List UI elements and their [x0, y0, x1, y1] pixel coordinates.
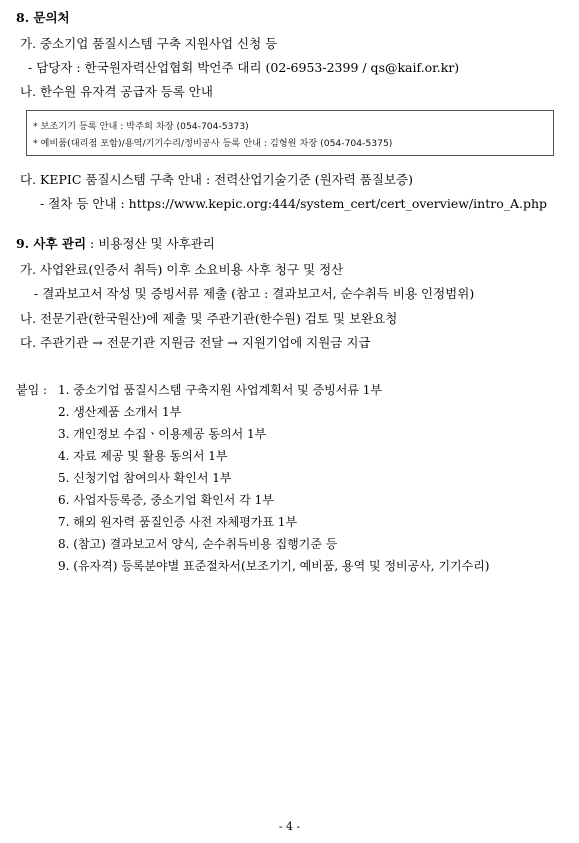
attachment-item: 3. 개인정보 수집ㆍ이용제공 동의서 1부: [58, 427, 267, 441]
attachment-item: 2. 생산제품 소개서 1부: [58, 405, 182, 419]
section-9-item-na: 나. 전문기관(한국원산)에 제출 및 주관기관(한수원) 검토 및 보완요청: [20, 311, 398, 326]
attachment-item: 1. 중소기업 품질시스템 구축지원 사업계획서 및 증빙서류 1부: [58, 383, 382, 397]
attachments-label: 붙임 :: [16, 383, 48, 397]
section-8-contact: - 담당자 : 한국원자력산업협회 박언주 대리 (02-6953-2399 / qs@kaif.or.kr): [28, 60, 460, 75]
section-9-item-ga: 가. 사업완료(인증서 취득) 이후 소요비용 사후 청구 및 정산: [20, 262, 344, 277]
section-9-heading-subtitle: : 비용정산 및 사후관리: [86, 236, 215, 251]
registration-contact-box: [26, 110, 554, 156]
box-line-1: * 보조기기 등록 안내 : 박주희 차장 (054-704-5373): [33, 121, 249, 132]
section-8-item-da: 다. KEPIC 품질시스템 구축 안내 : 전력산업기술기준 (원자력 품질보증): [20, 172, 413, 187]
section-8-heading: 8. 문의처: [16, 10, 70, 25]
section-9-item-ga-sub: - 결과보고서 작성 및 증빙서류 제출 (참고 : 결과보고서, 순수취득 비용 인정범위): [34, 286, 475, 301]
box-line-2: * 예비품(대리점 포함)/용역/기기수리/정비공사 등록 안내 : 김형원 차장 (054-704-5375): [33, 138, 393, 149]
attachment-item: 5. 신청기업 참여의사 확인서 1부: [58, 471, 232, 485]
section-9-heading-title: 9. 사후 관리: [16, 236, 87, 251]
attachment-item: 9. (유자격) 등록분야별 표준절차서(보조기기, 예비품, 용역 및 정비공사, 기기수리): [58, 559, 490, 573]
attachment-item: 6. 사업자등록증, 중소기업 확인서 각 1부: [58, 493, 274, 507]
section-9-heading: [16, 238, 215, 251]
section-8-procedure-link: - 절차 등 안내 : https://www.kepic.org:444/system_cert/cert_overview/intro_A.php: [40, 196, 548, 211]
section-8-item-ga: 가. 중소기업 품질시스템 구축 지원사업 신청 등: [20, 36, 278, 51]
section-8-item-na: 나. 한수원 유자격 공급자 등록 안내: [20, 84, 213, 99]
section-9-item-da: 다. 주관기관 → 전문기관 지원금 전달 → 지원기업에 지원금 지급: [20, 335, 371, 350]
attachment-item: 7. 해외 원자력 품질인증 사전 자체평가표 1부: [58, 515, 298, 529]
attachment-item: 4. 자료 제공 및 활용 동의서 1부: [58, 449, 228, 463]
attachment-item: 8. (참고) 결과보고서 양식, 순수취득비용 집행기준 등: [58, 537, 338, 551]
page-number: - 4 -: [278, 820, 301, 833]
